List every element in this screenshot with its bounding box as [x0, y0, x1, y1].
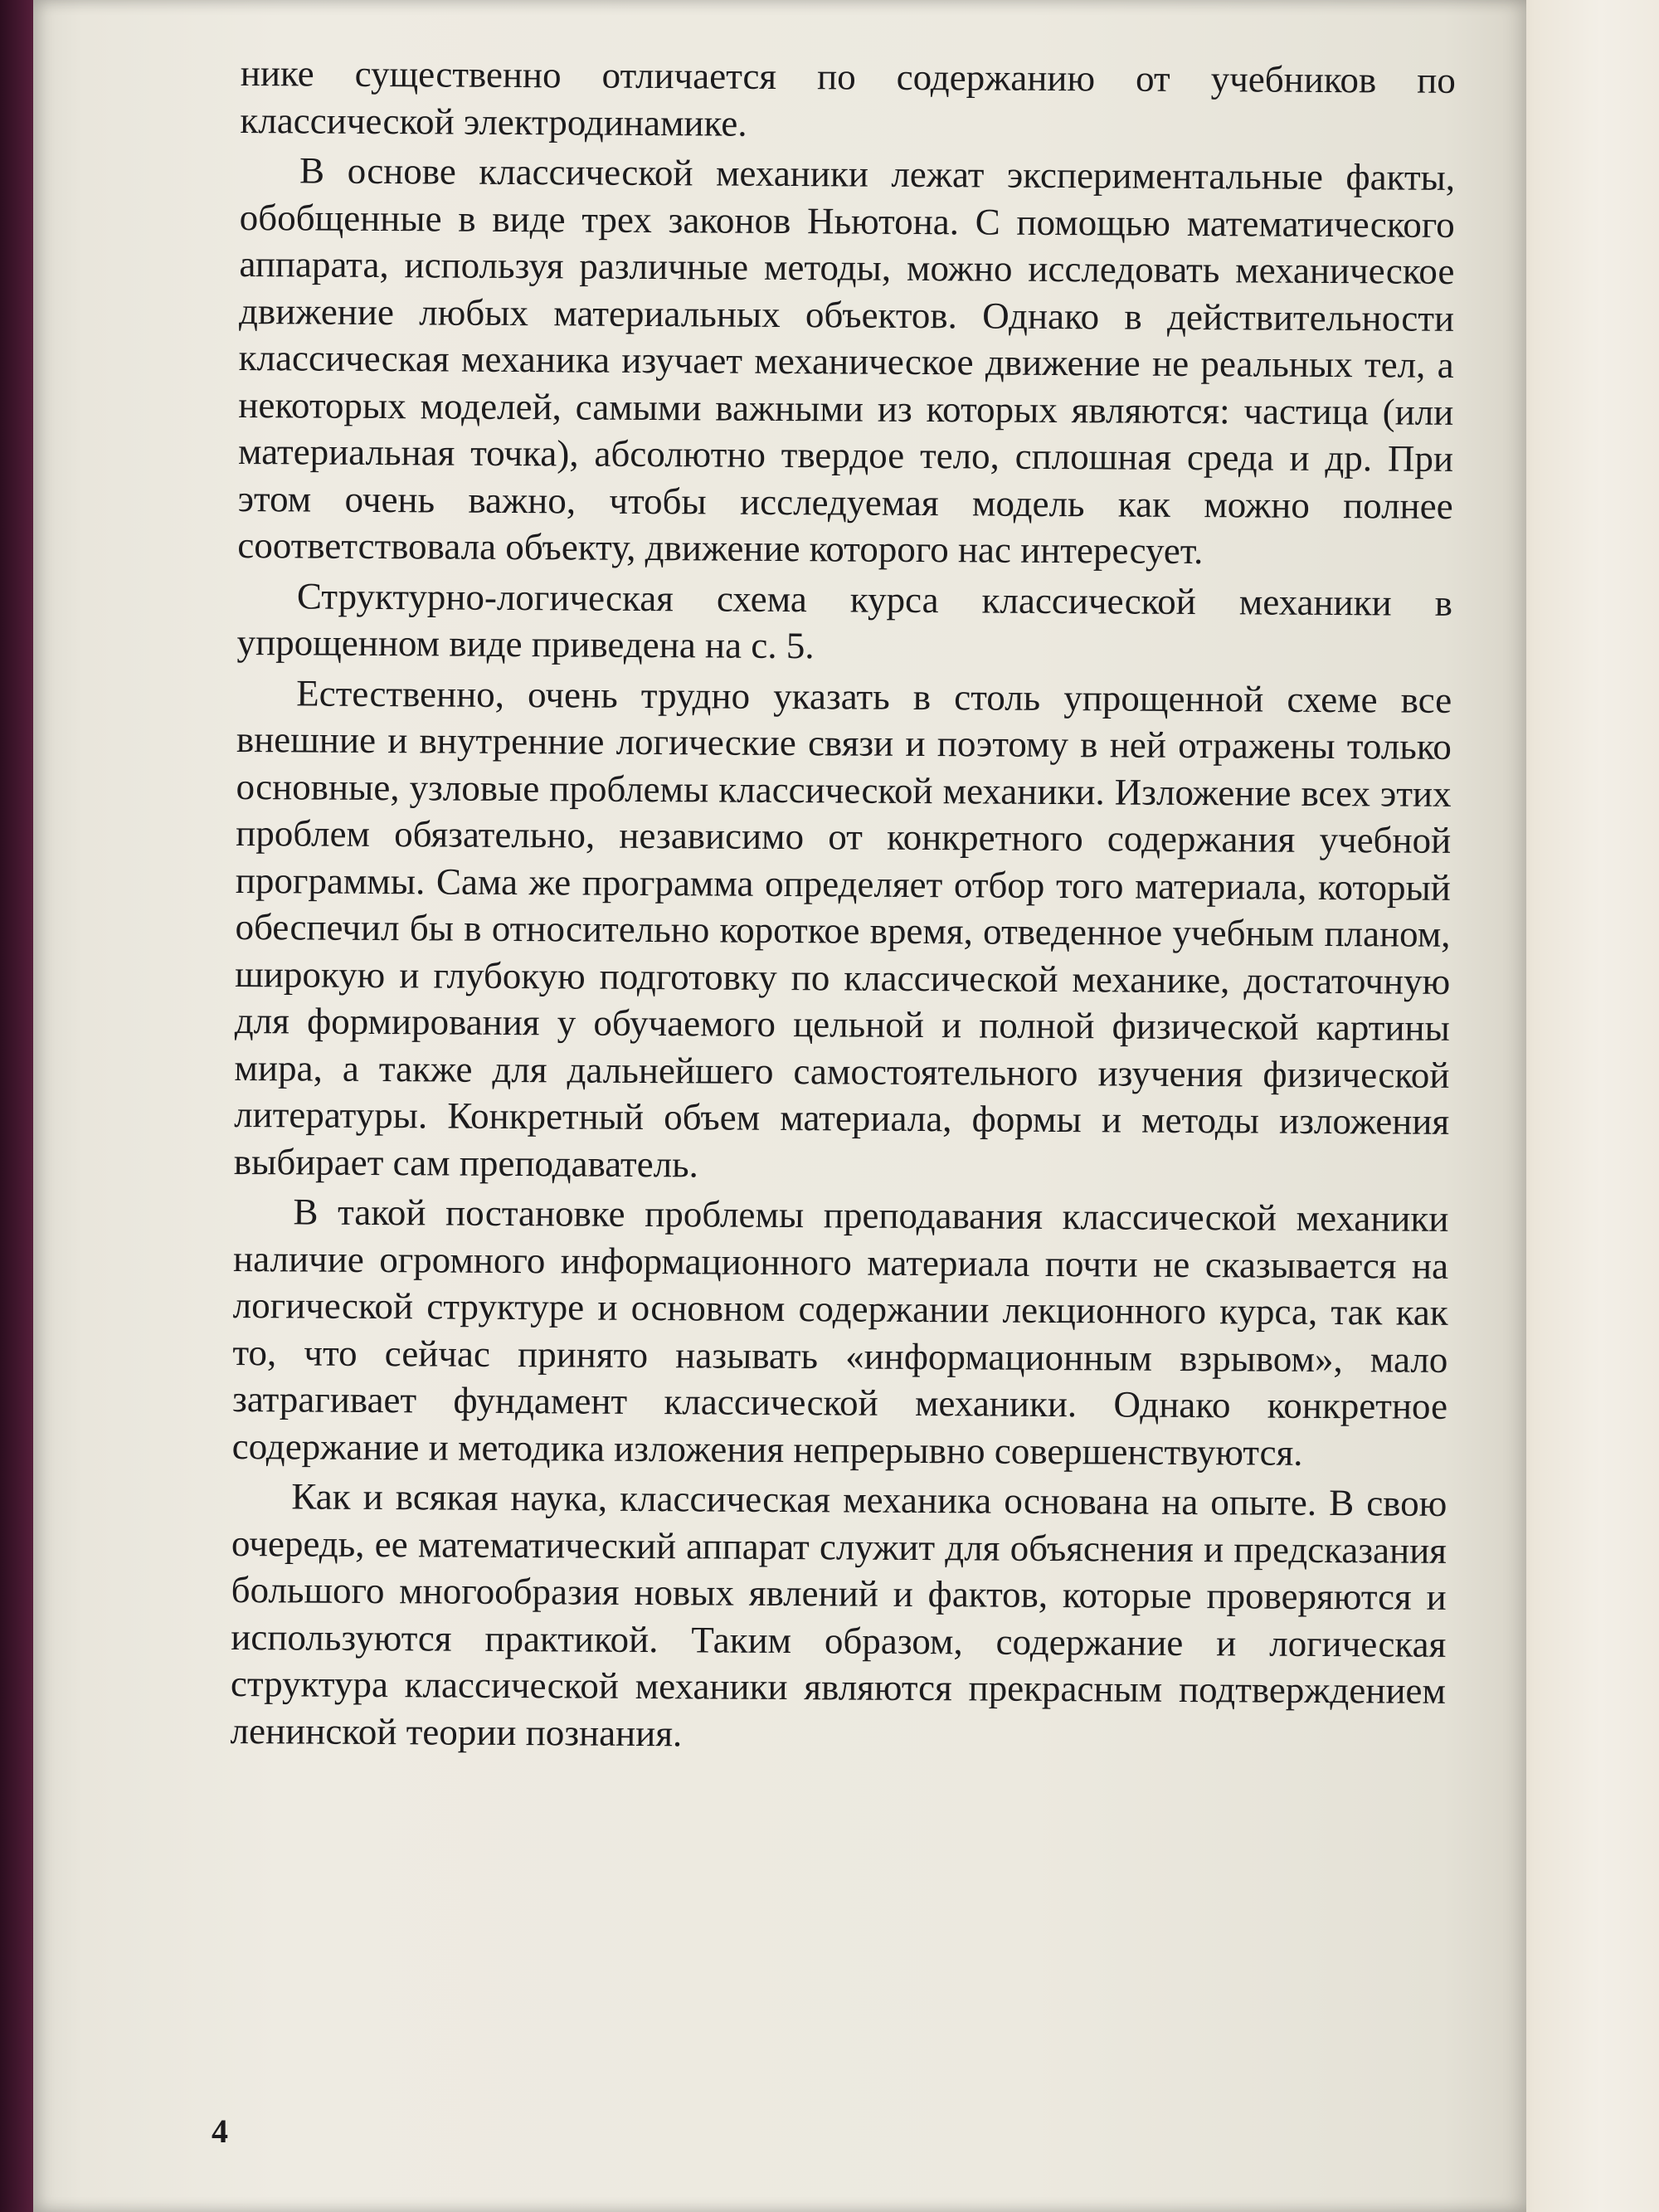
paragraph-6: Как и всякая наука, классическая механика основана на опыте. В свою очередь, ее математический аппарат служит для объяснения и предсказания большого многообразия новых явлений и фактов, которые проверяются и используются практикой. Таким образом, содержание и логическая структура классической механики являются прекрасным подтверждением ленинской теории познания. [230, 1475, 1447, 1754]
paragraph-2: В основе классической механики лежат экспериментальные факты, обобщенные в виде трех законов Ньютона. С помощью математического аппарата, используя различные методы, можно исследовать механическое движение любых материальных объектов. Однако в действительности классическая механика изучает механическое движение не реальных тел, а некоторых моделей, самыми важными из которых являются: частица (или материальная точка), абсолютно твердое тело, сплошная среда и др. При этом очень важно, чтобы исследуемая модель как можно полнее соответствовала объекту, движение которого нас интересует. [237, 149, 1456, 572]
book-page [33, 0, 1526, 2212]
paragraph-3: Структурно-логическая схема курса классической механики в упрощенном виде приведена на с. 5. [236, 574, 1453, 667]
paragraph-4: Естественно, очень трудно указать в столь упрощенной схеме все внешние и внутренние логические связи и поэтому в ней отражены только основные, узловые проблемы классической механики. Изложение всех этих проблем обязательно, независимо от конкретного содержания учебной программы. Сама же программа определяет отбор того материала, который обеспечил бы в относительно короткое время, отведенное учебным планом, широкую и глубокую подготовку по классической механике, достаточную для формирования у обучаемого цельной и полной физической картины мира, а также для дальнейшего самостоятельного изучения физической литературы. Конкретный объем материала, формы и методы изложения выбирает сам преподаватель. [233, 671, 1452, 1185]
body-text [230, 50, 1456, 1765]
paragraph-1: нике существенно отличается по содержанию от учебников по классической электродинамике. [240, 51, 1456, 144]
page-number: 4 [212, 2112, 228, 2150]
paragraph-5: В такой постановке проблемы преподавания классической механики наличие огромного информационного материала почти не сказывается на логической структуре и основном содержании лекционного курса, так как то, что сейчас принято называть «информационным взрывом», мало затрагивает фундамент классической механики. Однако конкретное содержание и методика изложения непрерывно совершенствуются. [231, 1191, 1449, 1474]
